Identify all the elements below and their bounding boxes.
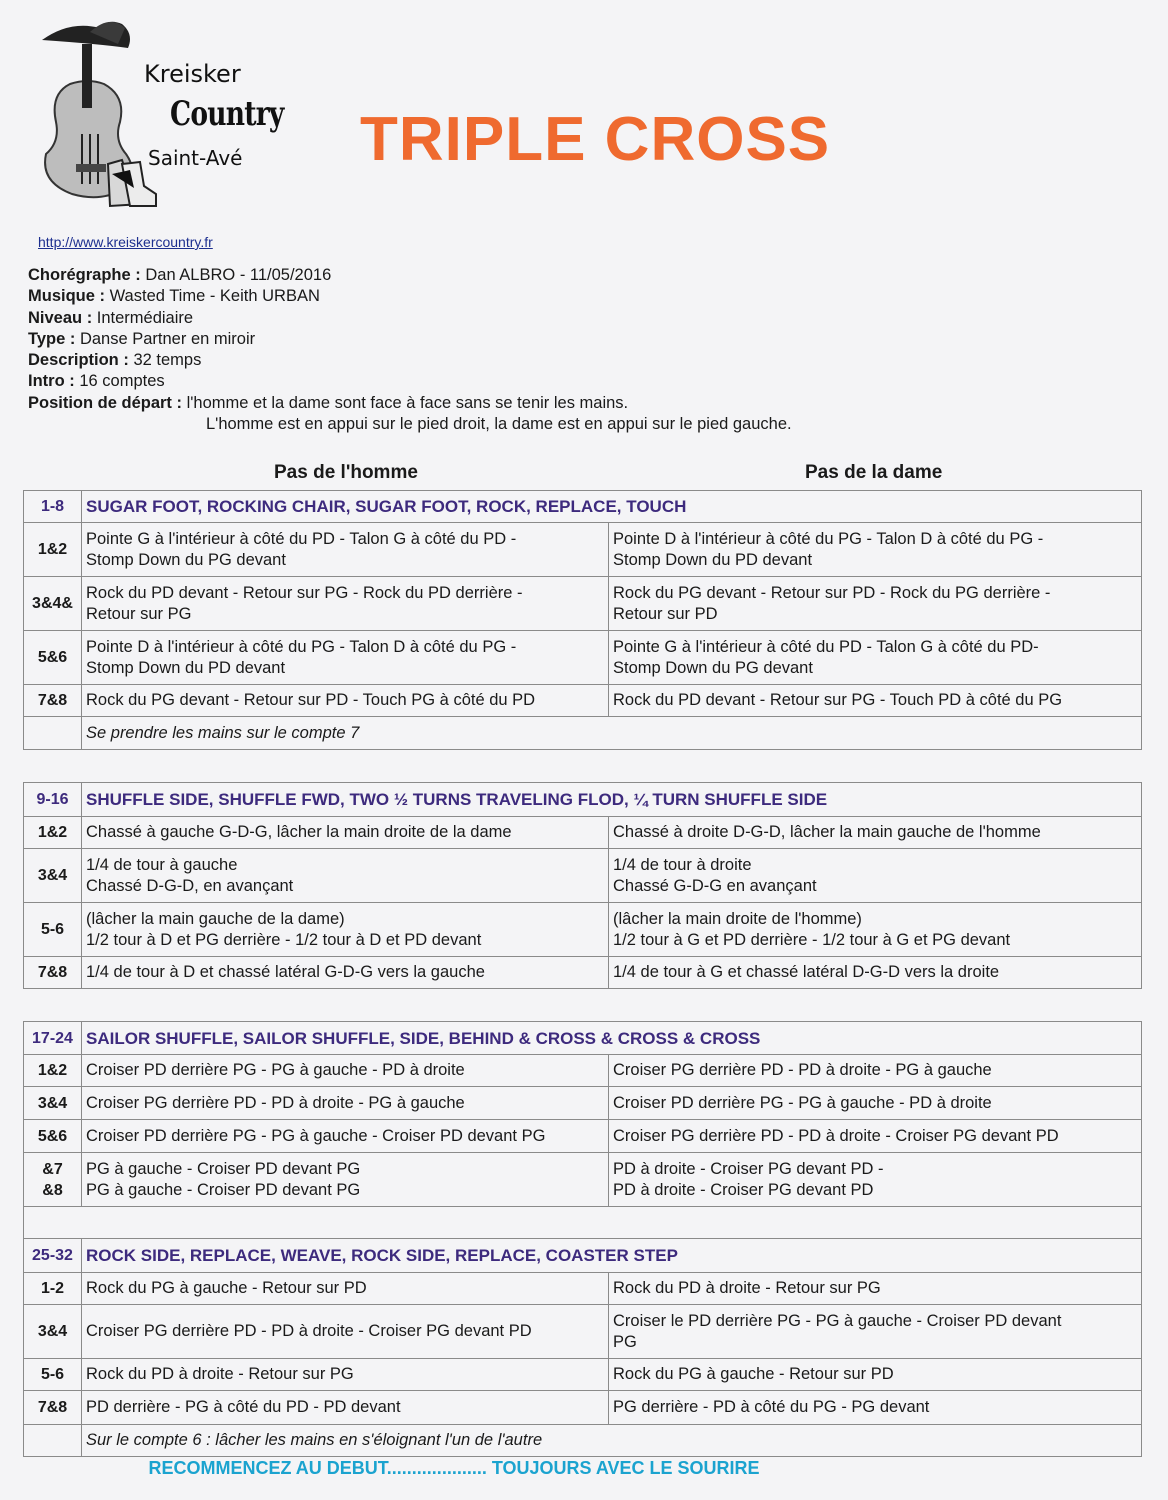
- info-value: 32 temps: [133, 351, 202, 370]
- section-count: 1-8: [24, 491, 82, 523]
- section-title: SUGAR FOOT, ROCKING CHAIR, SUGAR FOOT, ROCK, REPLACE, TOUCH: [82, 491, 1142, 523]
- info-continuation: L'homme est en appui sur le pied droit, la dame est en appui sur le pied gauche.: [206, 415, 792, 434]
- info-label: Description :: [28, 351, 129, 370]
- note-row: [24, 717, 1142, 750]
- woman-step: Pointe G à l'intérieur à côté du PD - Talon G à côté du PD- Stomp Down du PG devant: [609, 631, 1142, 685]
- info-label: Musique :: [28, 287, 105, 306]
- woman-step: Croiser PD derrière PG - PG à gauche - PD à droite: [609, 1087, 1142, 1120]
- woman-step: Pointe D à l'intérieur à côté du PG - Talon D à côté du PG - Stomp Down du PD devant: [609, 523, 1142, 577]
- man-step: (lâcher la main gauche de la dame) 1/2 tour à D et PG derrière - 1/2 tour à D et PD devant: [82, 903, 609, 957]
- section-header: [24, 1022, 1142, 1055]
- man-step: 1/4 de tour à gauche Chassé D-G-D, en avançant: [82, 849, 609, 903]
- step-count: 1-2: [24, 1273, 82, 1305]
- step-row: [24, 1087, 1142, 1120]
- man-step: PD derrière - PG à côté du PD - PD devant: [82, 1391, 609, 1425]
- step-count: 1&2: [24, 1055, 82, 1087]
- info-label: Type :: [28, 329, 76, 348]
- woman-step: PD à droite - Croiser PG devant PD - PD à droite - Croiser PG devant PD: [609, 1153, 1142, 1207]
- info-value: 16 comptes: [79, 372, 165, 391]
- woman-step: Croiser PG derrière PD - PD à droite - PG à gauche: [609, 1055, 1142, 1087]
- man-step: Pointe G à l'intérieur à côté du PD - Talon G à côté du PD - Stomp Down du PG devant: [82, 523, 609, 577]
- info-value: Intermédiaire: [96, 308, 194, 327]
- step-row: [24, 903, 1142, 957]
- info-label: Niveau :: [28, 308, 93, 327]
- dance-info: [28, 265, 792, 435]
- spacer-row: [24, 1207, 1142, 1239]
- section-table: [23, 1021, 1142, 1457]
- step-count: 3&4: [24, 849, 82, 903]
- info-value: Dan ALBRO - 11/05/2016: [145, 266, 332, 284]
- info-row: [28, 265, 792, 286]
- info-label: Intro :: [28, 372, 75, 391]
- step-row: [24, 957, 1142, 989]
- man-step: Rock du PD devant - Retour sur PG - Rock du PD derrière - Retour sur PG: [82, 577, 609, 631]
- step-count: 3&4: [24, 1087, 82, 1120]
- info-row: [28, 329, 792, 350]
- section-title: ROCK SIDE, REPLACE, WEAVE, ROCK SIDE, REPLACE, COASTER STEP: [82, 1239, 1142, 1273]
- man-step: Croiser PD derrière PG - PG à gauche - Croiser PD devant PG: [82, 1120, 609, 1153]
- section-header: [24, 1239, 1142, 1273]
- step-count: &7 &8: [24, 1153, 82, 1207]
- woman-step: Croiser PG derrière PD - PD à droite - Croiser PG devant PD: [609, 1120, 1142, 1153]
- woman-step: Rock du PD devant - Retour sur PG - Touch PD à côté du PG: [609, 685, 1142, 717]
- step-row: [24, 1153, 1142, 1207]
- logo-line-2: Country: [170, 94, 284, 134]
- woman-step: Rock du PG devant - Retour sur PD - Rock du PG derrière - Retour sur PD: [609, 577, 1142, 631]
- logo-line-3: Saint-Avé: [148, 146, 243, 170]
- man-column-header: Pas de l'homme: [274, 462, 418, 483]
- step-count: 7&8: [24, 1391, 82, 1425]
- man-step: PG à gauche - Croiser PD devant PG PG à gauche - Croiser PD devant PG: [82, 1153, 609, 1207]
- step-row: [24, 1391, 1142, 1425]
- step-row: [24, 523, 1142, 577]
- website-link[interactable]: http://www.kreiskercountry.fr: [38, 234, 213, 250]
- step-count: 1&2: [24, 523, 82, 577]
- woman-step: Chassé à droite D-G-D, lâcher la main gauche de l'homme: [609, 817, 1142, 849]
- section-count: 17-24: [24, 1022, 82, 1055]
- step-count: 1&2: [24, 817, 82, 849]
- section-header: [24, 491, 1142, 523]
- info-row: [28, 350, 792, 371]
- step-row: [24, 685, 1142, 717]
- step-row: [24, 817, 1142, 849]
- man-step: Rock du PD à droite - Retour sur PG: [82, 1359, 609, 1391]
- step-count: 5&6: [24, 631, 82, 685]
- section-table: [23, 490, 1142, 750]
- step-count: 5-6: [24, 903, 82, 957]
- woman-step: Rock du PD à droite - Retour sur PG: [609, 1273, 1142, 1305]
- section-header: [24, 783, 1142, 817]
- step-count: 3&4&: [24, 577, 82, 631]
- info-label: Chorégraphe :: [28, 266, 141, 284]
- woman-column-header: Pas de la dame: [805, 462, 943, 483]
- info-row: [28, 308, 792, 329]
- section-note: Sur le compte 6 : lâcher les mains en s'éloignant l'un de l'autre: [82, 1425, 1142, 1457]
- step-count: 7&8: [24, 957, 82, 989]
- section-count: 25-32: [24, 1239, 82, 1273]
- section-table: [23, 782, 1142, 989]
- step-row: [24, 849, 1142, 903]
- man-step: Croiser PD derrière PG - PG à gauche - PD à droite: [82, 1055, 609, 1087]
- woman-step: PG derrière - PD à côté du PG - PG devant: [609, 1391, 1142, 1425]
- woman-step: Rock du PG à gauche - Retour sur PD: [609, 1359, 1142, 1391]
- step-count: 7&8: [24, 685, 82, 717]
- step-row: [24, 1359, 1142, 1391]
- footer-message: RECOMMENCEZ AU DEBUT.................... TOUJOURS AVEC LE SOURIRE: [148, 1458, 760, 1478]
- info-value: Wasted Time - Keith URBAN: [109, 287, 320, 306]
- club-logo: [30, 14, 284, 229]
- man-step: Rock du PG devant - Retour sur PD - Touch PG à côté du PD: [82, 685, 609, 717]
- woman-step: Croiser le PD derrière PG - PG à gauche - Croiser PD devant PG: [609, 1305, 1142, 1359]
- note-row: [24, 1425, 1142, 1457]
- man-step: 1/4 de tour à D et chassé latéral G-D-G vers la gauche: [82, 957, 609, 989]
- man-step: Chassé à gauche G-D-G, lâcher la main droite de la dame: [82, 817, 609, 849]
- info-row: [28, 286, 792, 307]
- info-value: l'homme et la dame sont face à face sans se tenir les mains.: [186, 393, 629, 412]
- info-label: Position de départ :: [28, 393, 183, 412]
- step-row: [24, 1055, 1142, 1087]
- man-step: Pointe D à l'intérieur à côté du PG - Talon D à côté du PG - Stomp Down du PD devant: [82, 631, 609, 685]
- woman-step: (lâcher la main droite de l'homme) 1/2 tour à G et PD derrière - 1/2 tour à G et PG devant: [609, 903, 1142, 957]
- step-row: [24, 1305, 1142, 1359]
- man-step: Croiser PG derrière PD - PD à droite - PG à gauche: [82, 1087, 609, 1120]
- step-row: [24, 1273, 1142, 1305]
- section-note: Se prendre les mains sur le compte 7: [82, 717, 1142, 750]
- info-value: Danse Partner en miroir: [79, 329, 256, 348]
- man-step: Rock du PG à gauche - Retour sur PD: [82, 1273, 609, 1305]
- section-count: 9-16: [24, 783, 82, 817]
- logo-line-1: Kreisker: [144, 60, 241, 88]
- man-step: Croiser PG derrière PD - PD à droite - Croiser PG devant PD: [82, 1305, 609, 1359]
- step-row: [24, 577, 1142, 631]
- info-row: [28, 393, 792, 414]
- woman-step: 1/4 de tour à G et chassé latéral D-G-D vers la droite: [609, 957, 1142, 989]
- step-row: [24, 631, 1142, 685]
- step-count: 5&6: [24, 1120, 82, 1153]
- step-row: [24, 1120, 1142, 1153]
- info-row: [28, 371, 792, 392]
- step-count: 3&4: [24, 1305, 82, 1359]
- step-count: 5-6: [24, 1359, 82, 1391]
- woman-step: 1/4 de tour à droite Chassé G-D-G en avançant: [609, 849, 1142, 903]
- section-title: SHUFFLE SIDE, SHUFFLE FWD, TWO ½ TURNS TRAVELING FLOD, ¼ TURN SHUFFLE SIDE: [82, 783, 1142, 817]
- section-title: SAILOR SHUFFLE, SAILOR SHUFFLE, SIDE, BEHIND & CROSS & CROSS & CROSS: [82, 1022, 1142, 1055]
- page-title: TRIPLE CROSS: [360, 105, 831, 174]
